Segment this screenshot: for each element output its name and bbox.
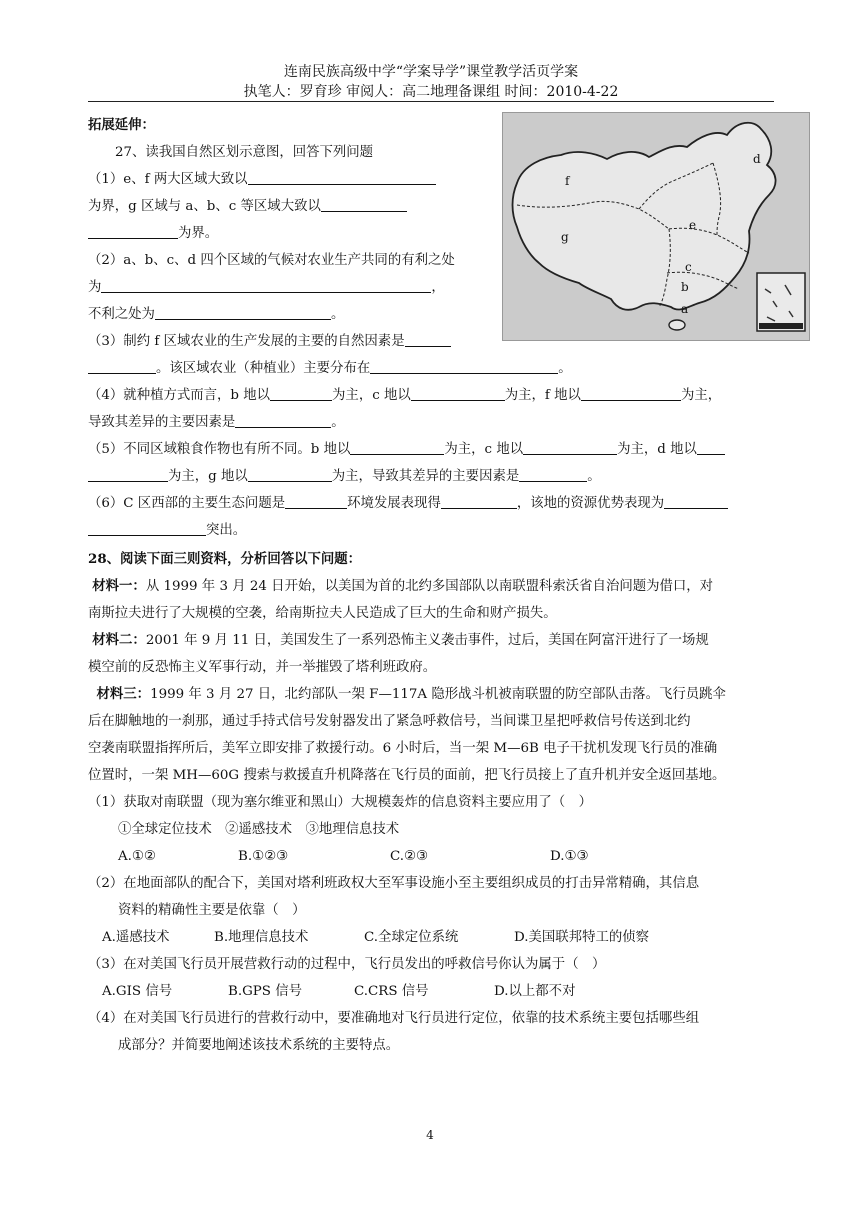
answer-blank[interactable] [441, 493, 517, 509]
q27-p3: （3）制约 f 区域农业的生产发展的主要的自然因素是 [88, 328, 774, 355]
q28-stem: 28、阅读下面三则资料，分析回答以下问题： [88, 551, 362, 567]
q28-sub1-items: ①全球定位技术 ②遥感技术 ③地理信息技术 [118, 822, 400, 837]
q28-sub3: （3）在对美国飞行员开展营救行动的过程中，飞行员发出的呼救信号你认为属于（ ） [88, 957, 606, 972]
q28-sub2-options [88, 924, 774, 951]
option-d[interactable]: D.以上都不对 [494, 984, 576, 999]
answer-blank[interactable] [664, 493, 728, 509]
option-b[interactable]: B.地理信息技术 [214, 930, 309, 945]
page-header [88, 62, 774, 102]
q27-p4: （4）就种植方式而言，b 地以 为主，c 地以 为主，f 地以 为主， [88, 382, 774, 409]
q27-p4-cont: 导致其差异的主要因素是 。 [88, 409, 774, 436]
option-c[interactable]: C.全球定位系统 [364, 930, 459, 945]
header-divider [88, 101, 774, 102]
option-b[interactable]: B.GPS 信号 [228, 984, 303, 999]
option-a[interactable]: A.GIS 信号 [102, 984, 173, 999]
q27-p2-cont: 为 ， [88, 274, 490, 301]
option-c[interactable]: C.②③ [390, 849, 429, 864]
map-label-e: e [689, 218, 697, 232]
q27-p3-cont: 。该区域农业（种植业）主要分布在 。 [88, 355, 774, 382]
page-number: 4 [426, 1128, 434, 1142]
q27-p6-cont: 突出。 [88, 517, 774, 544]
map-label-d: d [753, 152, 761, 166]
material-1-cont: 南斯拉夫进行了大规模的空袭，给南斯拉夫人民造成了巨大的生命和财产损失。 [88, 606, 557, 621]
material-3: 材料三：1999 年 3 月 27 日，北约部队一架 F—117A 隐形战斗机被南联盟的防空部队击落。飞行员跳伞 [96, 686, 726, 702]
map-label-a: a [681, 302, 689, 316]
answer-blank[interactable] [285, 493, 347, 509]
header-meta: 执笔人：罗育珍 审阅人：高二地理备课组 时间：2010-4-22 [243, 84, 619, 100]
answer-blank[interactable] [519, 466, 587, 482]
answer-blank[interactable] [88, 358, 156, 374]
q28-sub2: （2）在地面部队的配合下，美国对塔利班政权大至军事设施小至主要组织成员的打击异常精确，其信息 [88, 876, 700, 891]
option-d[interactable]: D.①③ [550, 849, 589, 864]
q28-sub4: （4）在对美国飞行员进行的营救行动中，要准确地对飞行员进行定位，依靠的技术系统主要包括哪些组 [88, 1011, 700, 1026]
answer-blank[interactable] [350, 439, 444, 455]
option-c[interactable]: C.CRS 信号 [354, 984, 429, 999]
map-label-c: c [685, 260, 692, 274]
q27-p1: （1）e、f 两大区域大致以 [88, 166, 490, 193]
q27-stem: 27、读我国自然区划示意图，回答下列问题 [115, 145, 374, 160]
q28-sub4-cont: 成部分？并简要地阐述该技术系统的主要特点。 [118, 1038, 400, 1053]
q27-p2-end: 不利之处为 。 [88, 301, 490, 328]
answer-blank[interactable] [321, 196, 407, 212]
answer-blank[interactable] [270, 385, 332, 401]
q27-p1-cont: 为界，g 区域与 a、b、c 等区域大致以 [88, 193, 490, 220]
answer-blank[interactable] [248, 466, 332, 482]
answer-blank[interactable] [88, 520, 206, 536]
q27-p6: （6）C 区西部的主要生态问题是 环境发展表现得 ，该地的资源优势表现为 [88, 490, 774, 517]
section-title: 拓展延伸： [88, 117, 155, 133]
q28-sub2-cont: 资料的精确性主要是依靠（ ） [118, 903, 306, 918]
answer-blank[interactable] [235, 412, 331, 428]
q27-p1-end: 为界。 [88, 220, 490, 247]
q27-p5-cont: 为主，g 地以 为主，导致其差异的主要因素是 。 [88, 463, 774, 490]
answer-blank[interactable] [88, 223, 178, 239]
q28-sub1-options [88, 843, 774, 870]
answer-blank[interactable] [405, 331, 451, 347]
answer-blank[interactable] [88, 466, 168, 482]
material-3-cont: 位置时，一架 MH—60G 搜索与救援直升机降落在飞行员的面前，把飞行员接上了直升机并安全返回基地。 [88, 768, 726, 783]
map-label-f: f [565, 174, 570, 188]
material-3-cont: 后在脚触地的一刹那，通过手持式信号发射器发出了紧急呼救信号，当间谍卫星把呼救信号传送到北约 [88, 714, 691, 729]
answer-blank[interactable] [248, 169, 436, 185]
answer-blank[interactable] [523, 439, 617, 455]
answer-blank[interactable] [697, 439, 725, 455]
material-3-cont: 空袭南联盟指挥所后，美军立即安排了救援行动。6 小时后，当一架 M—6B 电子干扰机发现飞行员的准确 [88, 741, 718, 756]
material-2: 材料二：2001 年 9 月 11 日，美国发生了一系列恐怖主义袭击事件，过后，美国在阿富汗进行了一场规 [92, 632, 709, 648]
q27-p2: （2）a、b、c、d 四个区域的气候对农业生产共同的有利之处 [88, 253, 455, 268]
option-a[interactable]: A.①② [118, 849, 156, 864]
map-label-g: g [561, 230, 569, 244]
material-2-cont: 模空前的反恐怖主义军事行动，并一举摧毁了塔利班政府。 [88, 660, 437, 675]
answer-blank[interactable] [101, 277, 431, 293]
answer-blank[interactable] [155, 304, 331, 320]
answer-blank[interactable] [411, 385, 505, 401]
q27-p5: （5）不同区域粮食作物也有所不同。b 地以 为主，c 地以 为主，d 地以 [88, 436, 774, 463]
q28-sub1: （1）获取对南联盟（现为塞尔维亚和黑山）大规模轰炸的信息资料主要应用了（ ） [88, 795, 592, 810]
option-d[interactable]: D.美国联邦特工的侦察 [514, 930, 650, 945]
material-1: 材料一：从 1999 年 3 月 24 日开始，以美国为首的北约多国部队以南联盟科索沃省自治问题为借口，对 [92, 578, 714, 594]
q28-sub3-options [88, 978, 774, 1005]
worksheet-body [88, 112, 774, 1059]
header-title: 连南民族高级中学“学案导学”课堂教学活页学案 [283, 64, 579, 80]
map-label-b: b [681, 280, 689, 294]
answer-blank[interactable] [370, 358, 558, 374]
option-a[interactable]: A.遥感技术 [102, 930, 170, 945]
answer-blank[interactable] [581, 385, 681, 401]
option-b[interactable]: B.①②③ [238, 849, 289, 864]
